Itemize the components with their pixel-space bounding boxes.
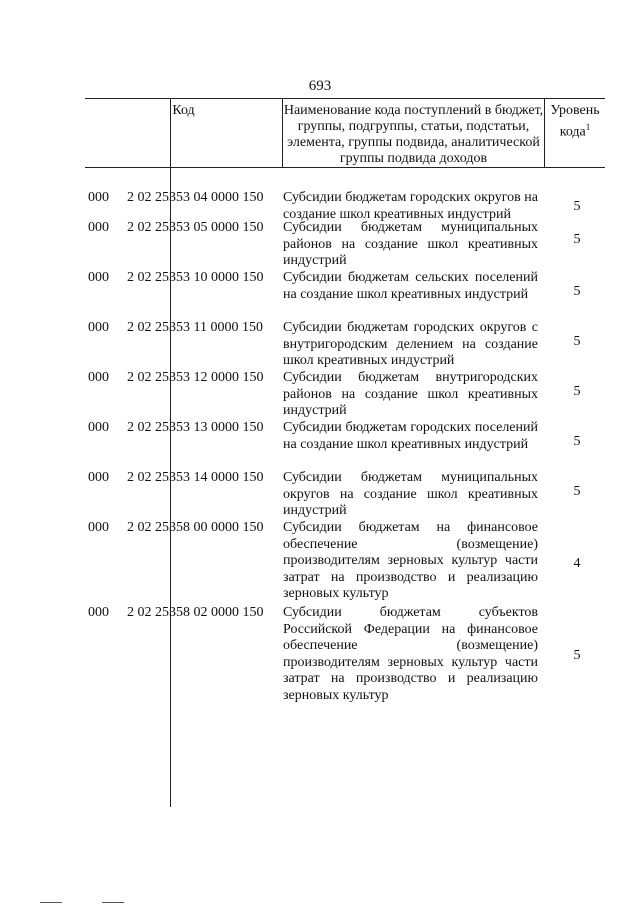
revenue-name: Субсидии бюджетам муниципальных округов на создание школ креативных индустрий: [283, 470, 538, 519]
revenue-name: Субсидии бюджетам на финансовое обеспечение (возмещение) производителям зерновых культур части затрат на производство и реализацию зерновых культур: [283, 520, 538, 602]
revenue-code: 2 02 25353 13 0000 150: [127, 420, 264, 435]
scan-edge-mark: [102, 902, 124, 903]
code-level: 5: [573, 232, 581, 247]
revenue-name: Субсидии бюджетам субъектов Российской Федерации на финансовое обеспечение (возмещение) производителям зерновых культур части затрат на производство и реализацию зерновых культур: [283, 605, 538, 703]
table-header: [85, 98, 605, 168]
code-prefix: 000: [88, 520, 109, 535]
code-prefix: 000: [88, 470, 109, 485]
revenue-code: 2 02 25358 00 0000 150: [127, 520, 264, 535]
scan-edge-mark: [40, 902, 62, 903]
code-level: 5: [573, 384, 581, 399]
revenue-name: Субсидии бюджетам городских округов на создание школ креативных индустрий: [283, 190, 538, 222]
code-prefix: 000: [88, 605, 109, 620]
header-name: Наименование кода поступлений в бюджет, группы, подгруппы, статьи, подстатьи, элемента, группы подвида, аналитической группы подвида доходов: [283, 99, 545, 167]
revenue-name: Субсидии бюджетам городских поселений на создание школ креативных индустрий: [283, 420, 538, 452]
revenue-code: 2 02 25358 02 0000 150: [127, 605, 264, 620]
revenue-code: 2 02 25353 12 0000 150: [127, 370, 264, 385]
code-level: 5: [573, 484, 581, 499]
revenue-name: Субсидии бюджетам муниципальных районов на создание школ креативных индустрий: [283, 220, 538, 269]
revenue-code: 2 02 25353 14 0000 150: [127, 470, 264, 485]
revenue-name: Субсидии бюджетам сельских поселений на создание школ креативных индустрий: [283, 270, 538, 302]
header-level: [545, 99, 605, 167]
revenue-code: 2 02 25353 11 0000 150: [127, 320, 263, 335]
code-level: 5: [573, 199, 581, 214]
revenue-code-table: [85, 98, 605, 703]
page-number: 693: [308, 78, 332, 94]
code-prefix: 000: [88, 320, 109, 335]
revenue-name: Субсидии бюджетам городских округов с внутригородским делением на создание школ креативных индустрий: [283, 320, 538, 369]
header-level-label: Уровень кода: [550, 103, 600, 140]
code-level: 5: [573, 434, 581, 449]
header-code: Код: [85, 99, 283, 167]
revenue-code: 2 02 25353 04 0000 150: [127, 190, 264, 205]
code-level: 5: [573, 334, 581, 349]
code-prefix: 000: [88, 220, 109, 235]
code-prefix: 000: [88, 370, 109, 385]
revenue-code: 2 02 25353 10 0000 150: [127, 270, 264, 285]
code-prefix: 000: [88, 420, 109, 435]
revenue-name: Субсидии бюджетам внутригородских районов на создание школ креативных индустрий: [283, 370, 538, 419]
revenue-code: 2 02 25353 05 0000 150: [127, 220, 264, 235]
code-level: 5: [573, 648, 581, 663]
code-prefix: 000: [88, 190, 109, 205]
header-level-footnote: 1: [585, 122, 591, 132]
code-prefix: 000: [88, 270, 109, 285]
code-level: 4: [573, 556, 581, 571]
code-level: 5: [573, 284, 581, 299]
